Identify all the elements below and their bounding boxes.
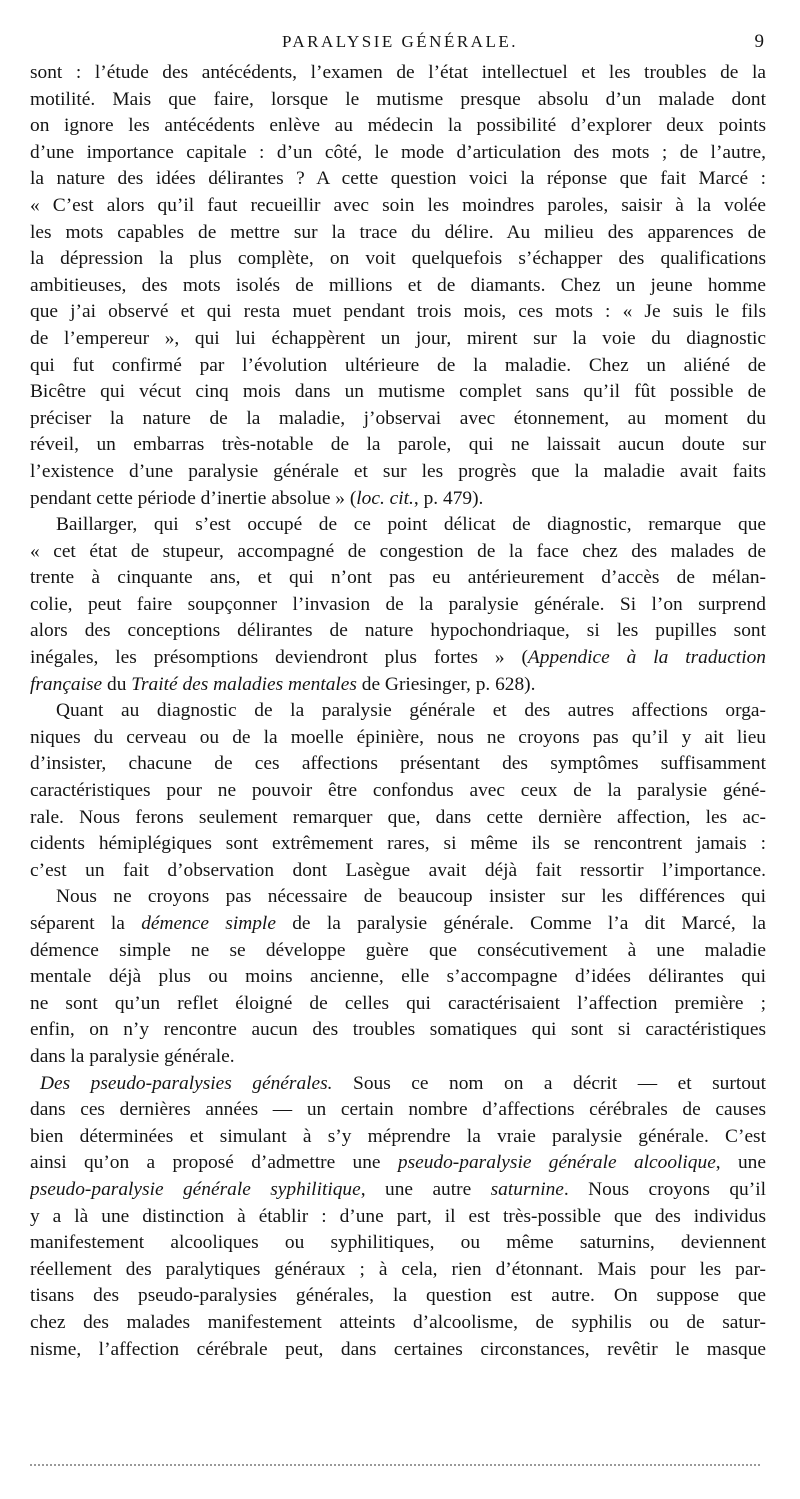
- text-line: d’insister, chacune de ces affections présentant des symptômes suffisamment: [30, 753, 766, 775]
- text-line: Baillarger, qui s’est occupé de ce point délicat de diagnostic, remarque que: [56, 514, 766, 536]
- text-line: ainsi qu’on a proposé d’admettre une pseudo-paralysie générale alcoolique, une: [30, 1152, 766, 1174]
- text-line: l’existence d’une paralysie générale et sur les progrès que la maladie avait faits: [30, 460, 766, 482]
- running-header: [30, 32, 770, 56]
- footer-rule: [30, 1464, 760, 1466]
- text-line: que j’ai observé et qui resta muet pendant trois mois, ces mots : « Je suis le fils: [30, 301, 766, 323]
- text-line: réveil, un embarras très-notable de la parole, qui ne laissait aucun doute sur: [30, 434, 766, 456]
- text-line: française du Traité des maladies mentales de Griesinger, p. 628).: [30, 673, 536, 695]
- text-line: cidents hémiplégiques sont extrêmement rares, si même ils se rencontrent jamais :: [30, 833, 766, 855]
- text-line: la nature des idées délirantes ? A cette question voici la réponse que fait Marcé :: [30, 168, 766, 190]
- text-line: la dépression la plus complète, on voit quelquefois s’échapper des qualifications: [30, 248, 766, 270]
- text-line: « C’est alors qu’il faut recueillir avec soin les moindres paroles, saisir à la volée: [30, 194, 766, 216]
- text-line: Nous ne croyons pas nécessaire de beaucoup insister sur les différences qui: [56, 886, 766, 908]
- text-line: c’est un fait d’observation dont Lasègue avait déjà fait ressortir l’importance.: [30, 859, 766, 881]
- text-line: caractéristiques pour ne pouvoir être confondus avec ceux de la paralysie géné-: [30, 780, 766, 802]
- text-line: les mots capables de mettre sur la trace du délire. Au milieu des apparences de: [30, 221, 766, 243]
- text-line: ne sont qu’un reflet éloigné de celles qui caractérisaient l’affection première ;: [30, 992, 766, 1014]
- text-line: Bicêtre qui vécut cinq mois dans un mutisme complet sans qu’il fût possible de: [30, 381, 766, 403]
- text-line: alors des conceptions délirantes de nature hypochondriaque, si les pupilles sont: [30, 620, 766, 642]
- text-line: réellement des paralytiques généraux ; à cela, rien d’étonnant. Mais pour les par-: [30, 1258, 766, 1280]
- text-line: Quant au diagnostic de la paralysie générale et des autres affections orga-: [56, 700, 766, 722]
- running-title: PARALYSIE GÉNÉRALE.: [282, 32, 518, 51]
- text-line: tisans des pseudo-paralysies générales, la question est autre. On suppose que: [30, 1285, 766, 1307]
- text-line: préciser la nature de la maladie, j’observai avec étonnement, au moment du: [30, 407, 766, 429]
- text-line: dans ces dernières années — un certain nombre d’affections cérébrales de causes: [30, 1099, 766, 1121]
- text-line: « cet état de stupeur, accompagné de congestion de la face chez des malades de: [30, 540, 766, 562]
- text-line: pseudo-paralysie générale syphilitique, une autre saturnine. Nous croyons qu’il: [30, 1178, 766, 1200]
- page-number: 9: [754, 31, 764, 52]
- text-line: colie, peut faire soupçonner l’invasion de la paralysie générale. Si l’on surprend: [30, 593, 766, 615]
- text-line: rale. Nous ferons seulement remarquer que, dans cette dernière affection, les ac-: [30, 806, 766, 828]
- text-line: démence simple ne se développe guère que consécutivement à une maladie: [30, 939, 766, 961]
- text-line: niques du cerveau ou de la moelle épinière, nous ne croyons pas qu’il y ait lieu: [30, 726, 766, 748]
- text-line: d’une importance capitale : d’un côté, le mode d’articulation des mots ; de l’autre,: [30, 141, 766, 163]
- text-line: manifestement alcooliques ou syphilitiques, ou même saturnins, deviennent: [30, 1232, 766, 1254]
- text-line: pendant cette période d’inertie absolue » (loc. cit., p. 479).: [30, 487, 484, 509]
- text-line: bien déterminées et simulant à s’y méprendre la vraie paralysie générale. C’est: [30, 1125, 766, 1147]
- text-line: dans la paralysie générale.: [30, 1045, 235, 1067]
- text-line: de l’empereur », qui lui échappèrent un jour, mirent sur la voie du diagnostic: [30, 327, 766, 349]
- text-line: chez des malades manifestement atteints d’alcoolisme, de syphilis ou de satur-: [30, 1311, 766, 1333]
- text-line: on ignore les antécédents enlève au médecin la possibilité d’explorer deux points: [30, 115, 766, 137]
- body-text: [30, 60, 766, 1363]
- text-line: Des pseudo-paralysies générales. Sous ce nom on a décrit — et surtout: [40, 1072, 766, 1094]
- text-line: enfin, on n’y rencontre aucun des troubles somatiques qui sont si caractéristiques: [30, 1019, 766, 1041]
- text-line: inégales, les présomptions deviendront plus fortes » (Appendice à la traduction: [30, 647, 766, 669]
- text-line: nisme, l’affection cérébrale peut, dans certaines circonstances, revêtir le masque: [30, 1338, 766, 1360]
- text-line: sont : l’étude des antécédents, l’examen de l’état intellectuel et les troubles de la: [30, 62, 766, 83]
- text-line: motilité. Mais que faire, lorsque le mutisme presque absolu d’un malade dont: [30, 88, 766, 110]
- text-line: y a là une distinction à établir : d’une part, il est très-possible que des individus: [30, 1205, 766, 1227]
- text-line: mentale déjà plus ou moins ancienne, elle s’accompagne d’idées délirantes qui: [30, 966, 766, 988]
- text-line: qui fut confirmé par l’évolution ultérieure de la maladie. Chez un aliéné de: [30, 354, 766, 376]
- text-line: séparent la démence simple de la paralysie générale. Comme l’a dit Marcé, la: [30, 913, 766, 934]
- text-line: ambitieuses, des mots isolés de millions et de diamants. Chez un jeune homme: [30, 274, 766, 296]
- text-line: trente à cinquante ans, et qui n’ont pas eu antérieurement d’accès de mélan-: [30, 567, 766, 589]
